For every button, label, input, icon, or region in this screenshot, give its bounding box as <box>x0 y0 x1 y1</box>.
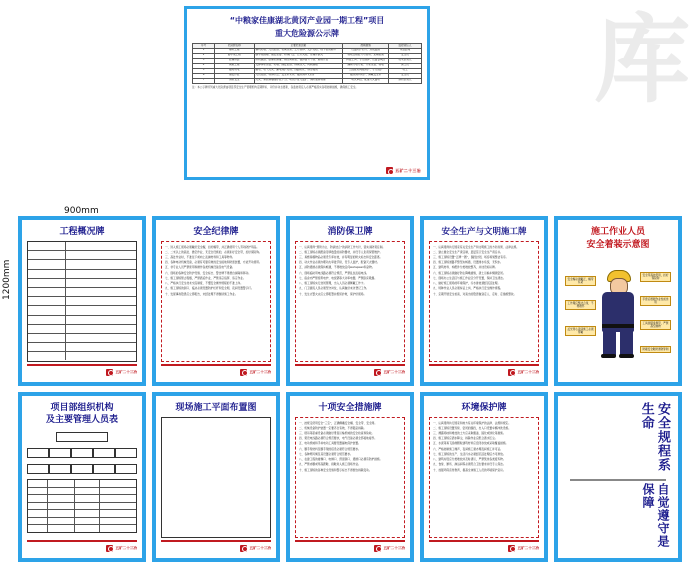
board-inner <box>22 220 142 382</box>
table-row <box>28 343 136 352</box>
table-row <box>28 288 136 297</box>
board-footer <box>295 542 405 554</box>
board-ten-measures <box>286 392 414 562</box>
cell-measures: 三级配电两级保护、专人维护 <box>343 68 389 73</box>
board-title: 工程概况牌 <box>59 227 105 237</box>
callout-tool-bag: 工具袋随身携带，严禁高空抛物 <box>640 320 671 330</box>
board-slogan <box>554 392 682 562</box>
hazard-col-index: 序号 <box>193 44 215 49</box>
slogan-photo-placeholder <box>570 479 666 481</box>
cell-owner: 项目经理 <box>389 48 422 53</box>
company-logo-text: 五矿二十三冶 <box>383 369 405 374</box>
cell-measures: 编制专项方案、专家论证、验收 <box>343 63 389 68</box>
org-node <box>115 448 137 458</box>
board-title: 现场施工平面布置图 <box>175 403 257 413</box>
board-footer <box>27 366 137 378</box>
table-row <box>28 352 136 360</box>
rule-line: 八、在建工程的楼梯口、电梯口、预留洞口、通道口必须有防护措施。 <box>299 457 383 462</box>
board-footer <box>161 366 271 378</box>
org-node <box>115 464 137 474</box>
rule-line: 三、塔吊等起重设备必须做好垂直运输机械的安全检查和验收。 <box>299 430 375 435</box>
board-fire-security <box>286 216 414 386</box>
rule-line: 九、施工现场的洞口、临边必须设置防护栏杆和安全网，夜间设置警示灯。 <box>165 286 254 291</box>
rule-line: 八、严格执行安全技术交底制度，不懂安全操作规程的不准上岗。 <box>165 281 243 286</box>
cell-measures: 持证上岗、专人指挥、设置警戒区 <box>343 58 389 63</box>
org-chart <box>27 429 137 538</box>
org-node-root <box>56 432 109 442</box>
rule-line: 十、定期开展安全检查，对查出的隐患做到定人、定时、定措施整改。 <box>433 291 517 296</box>
cell-factors: 吊物脱落、起重机倾覆、钢丝绳断裂、指挥信号不清、超载作业 <box>254 58 343 63</box>
rule-line: 七、施工现场禁止吸烟，严禁酒后作业，严禁违章指挥、违章作业。 <box>165 275 246 280</box>
board-inner <box>424 396 544 558</box>
rule-line: 三、高处作业时，不准往下或向上乱抛材料和工具等物件。 <box>165 254 235 259</box>
callout-helmet: 安全帽必须戴正，帽带系紧 <box>565 276 596 286</box>
cell-owner: 安全员 <box>389 53 422 58</box>
hazard-source-board <box>184 6 430 180</box>
rule-line: 九、严禁赤脚或穿高跟鞋、拖鞋进入施工现场作业。 <box>299 462 361 467</box>
table-row <box>28 503 136 511</box>
company-logo-text: 五矿二十三冶 <box>517 545 539 550</box>
org-node <box>93 464 115 474</box>
company-logo-icon <box>386 167 393 174</box>
site-layout-drawing-area <box>161 417 271 538</box>
org-level-2 <box>27 464 137 474</box>
leg-left-icon <box>603 330 616 356</box>
board-footer <box>429 366 539 378</box>
board-title: 安全纪律牌 <box>193 227 239 237</box>
table-row <box>28 242 136 251</box>
table-row <box>28 325 136 334</box>
hazard-table-body <box>193 48 422 83</box>
org-node <box>93 448 115 458</box>
worker-figure-area <box>563 254 673 378</box>
rule-line: 三、易燃易爆物品必须设专库存放，并有明显的防火标志和安全距离。 <box>299 254 383 259</box>
company-logo-icon <box>374 545 381 552</box>
rule-line: 八、施工现场实行封闭管理，出入人员必须佩戴工作卡。 <box>299 281 367 286</box>
staff-table <box>27 479 137 533</box>
cell-index: 5 <box>193 68 215 73</box>
rule-line: 九、食堂、厕所、淋浴间等必须符合卫生要求并设专人保洁。 <box>433 462 506 467</box>
company-logo <box>386 167 421 174</box>
org-node <box>27 448 49 458</box>
rule-line: 六、严格控制施工噪声，夜间施工须办理夜间施工许可证。 <box>433 446 503 451</box>
rule-line: 三、施工现场设置“五牌一图”，围挡封闭，场容场貌整洁有序。 <box>433 254 509 259</box>
cell-name: 高处作业 <box>215 73 254 78</box>
rules-box <box>295 417 405 538</box>
board-footer <box>27 542 137 554</box>
worker-figure-icon <box>596 270 640 356</box>
company-logo-icon <box>240 369 247 376</box>
board-title: 十项安全措施牌 <box>318 403 382 413</box>
rule-line: 一、认真贯彻执行国家有关安全生产和文明施工的方针政策、法律法规。 <box>433 244 519 249</box>
cell-factors: 脚手架倒塌、高处坠落、物体打击、立杆失稳、连墙件缺失 <box>254 53 343 58</box>
board-project-overview <box>18 216 146 386</box>
cell-index: 3 <box>193 58 215 63</box>
board-site-layout <box>152 392 280 562</box>
overview-table <box>27 241 137 362</box>
rule-line: 一、认真贯彻执行国家和地方有关环境保护的法律、法规和规定。 <box>433 420 511 425</box>
rule-line: 五、非专业人员严禁使用和操作各类机械设备及电气设备。 <box>165 265 235 270</box>
rule-line: 十、施工现场的各种安全设施和警示标志不得擅自拆除变动。 <box>299 467 372 472</box>
rule-line: 二、二米以上的高处、悬空作业，无安全设施的，必须系好安全带，扣好保险钩。 <box>165 249 262 254</box>
company-logo-icon <box>106 369 113 376</box>
company-logo-text: 五矿二十三冶 <box>395 167 421 173</box>
rule-line: 七、施工现场的生产、生活污水必须经沉淀处理后方可排放。 <box>433 451 506 456</box>
company-logo-text: 五矿二十三冶 <box>115 545 137 550</box>
slogan-left-text: 安全规程系生命 <box>638 402 670 472</box>
rule-line: 四、施工现场道路平整坚实畅通，设置排水系统，无积水。 <box>433 260 503 265</box>
company-logo-text: 五矿二十三冶 <box>517 369 539 374</box>
hazard-col-factors: 主要危害因素 <box>254 44 343 49</box>
table-row <box>28 495 136 503</box>
board-inner <box>156 396 276 558</box>
cell-name: 脚手架工程 <box>215 53 254 58</box>
org-node <box>71 464 93 474</box>
dimension-width-label: 900mm <box>64 206 99 216</box>
rule-line: 六、施工现场必须做好防尘降噪措施，渣土运输车辆须密闭。 <box>433 270 506 275</box>
cell-index: 7 <box>193 78 215 83</box>
cell-index: 2 <box>193 53 215 58</box>
callout-safety-belt: 安全带高挂低用，扣好保险钩 <box>640 272 671 282</box>
company-logo-icon <box>508 369 515 376</box>
hazard-table <box>192 43 422 84</box>
callout-vest: 反光背心夜间施工必须穿戴 <box>565 326 596 336</box>
hazard-board-title-line1: “中粮家佳康湖北黄冈产业园一期工程”项目 <box>229 16 385 25</box>
cell-owner: 消防负责人 <box>389 78 422 83</box>
table-row <box>28 297 136 306</box>
org-node <box>27 464 49 474</box>
table-row <box>193 78 422 83</box>
org-level-1 <box>27 448 137 458</box>
hazard-board-note: 注：本公示牌所列重大危险源由项目部安全生产管理机构定期辨识、评价并动态更新，各监控责任人必须严格落实各项控制措施，确保施工安全。 <box>192 85 358 89</box>
cell-measures: 临边洞口防护、佩戴安全带 <box>343 73 389 78</box>
board-safety-civilized <box>420 216 548 386</box>
safety-belt-icon <box>602 324 634 328</box>
watermark-main: 库 <box>594 4 694 116</box>
board-inner <box>558 220 678 382</box>
rule-line: 一、按规定使用安全“三宝”，正确佩戴安全帽、安全带、安全网。 <box>299 420 378 425</box>
rule-line: 八、建筑垃圾应分类堆放并及时清运，严禁焚烧各类废弃物。 <box>433 457 506 462</box>
company-logo-text: 五矿二十三冶 <box>383 545 405 550</box>
table-row <box>28 316 136 325</box>
rule-line: 五、建筑材料、构配件分类堆放整齐，并挂设标识牌。 <box>433 265 498 270</box>
shoe-left-icon <box>601 354 616 358</box>
board-footer <box>295 366 405 378</box>
org-node <box>71 448 93 458</box>
rule-line: 二、施工现场必须配备足够数量的消防器材，并设专人负责保管维护。 <box>299 249 383 254</box>
callout-workwear: 工作服应整洁合身，不得敞怀 <box>565 300 596 310</box>
rule-line: 十、加强环保宣传教育，提高全体施工人员的环境保护意识。 <box>433 467 506 472</box>
rule-line: 十、发生火警火灾应立即报警并组织扑救，保护好现场。 <box>299 291 367 296</box>
cell-owner: 施工员 <box>389 63 422 68</box>
board-inner <box>290 220 410 382</box>
hazard-board-title-line2: 重大危险源公示牌 <box>275 29 339 38</box>
board-inner <box>22 396 142 558</box>
company-logo-icon <box>240 545 247 552</box>
rule-line: 七、宿舍内严禁使用电炉、电饭锅等大功率电器，严禁卧床吸烟。 <box>299 275 377 280</box>
cell-factors: 基坑坍塌、人员坠落、机械伤害、土方滑移、支护失稳、地下管线破坏 <box>254 48 343 53</box>
rules-box <box>429 417 539 538</box>
rule-line: 四、动火作业必须办理动火审批手续，设专人监护，配备灭火器材。 <box>299 260 380 265</box>
cell-factors: 火灾、易燃易爆品存放不当、动火作业无监护、消防通道堵塞 <box>254 78 343 83</box>
company-logo-text: 五矿二十三冶 <box>249 369 271 374</box>
table-row <box>28 488 136 496</box>
cell-measures: 验收合格后方可使用、定期检查 <box>343 53 389 58</box>
board-footer <box>161 542 271 554</box>
rules-box <box>295 241 405 362</box>
cell-name: 起重吊装 <box>215 58 254 63</box>
board-inner <box>290 396 410 558</box>
board-org-structure <box>18 392 146 562</box>
company-logo-icon <box>508 545 515 552</box>
rule-line: 五、消防通道必须保持畅通，不得堆放任何материал和杂物。 <box>299 265 375 270</box>
board-title: 环境保护牌 <box>461 403 507 413</box>
cell-factors: 触电、电气火灾、漏电保护失效、线路老化、违章接线 <box>254 68 343 73</box>
table-row <box>28 279 136 288</box>
rule-line: 四、各种电动机械设备，必须有可靠有效的安全接地和防雷装置，方能开动使用。 <box>165 260 262 265</box>
table-row <box>28 260 136 269</box>
rule-line: 六、现场临时用电线路必须符合规范，严禁乱拉乱接电线。 <box>299 270 369 275</box>
hazard-board-inner <box>187 9 427 177</box>
shoe-right-icon <box>619 354 634 358</box>
board-ppe-diagram <box>554 216 682 386</box>
company-logo-text: 五矿二十三冶 <box>249 545 271 550</box>
hazard-col-measures: 控制措施 <box>343 44 389 49</box>
rule-line: 四、架设电线路必须符合规范要求，电气设备必须全部接地接零。 <box>299 436 377 441</box>
rule-line: 四、施工现场应洒水降尘，拆除作业应配合洒水压尘。 <box>433 436 498 441</box>
rule-line: 九、门卫值班人员必须坚守岗位，认真做好来访登记工作。 <box>299 286 369 291</box>
table-row <box>28 334 136 343</box>
board-title-line1: 项目部组织机构 <box>50 403 114 413</box>
cell-owner: 电工 <box>389 68 422 73</box>
board-inner <box>156 220 276 382</box>
cell-name: 模板工程 <box>215 63 254 68</box>
cell-index: 4 <box>193 63 215 68</box>
rule-line: 五、电动机械和手持电动工具要设置漏电保护装置。 <box>299 441 361 446</box>
cell-name: 基坑工程 <box>215 48 254 53</box>
board-safety-discipline <box>152 216 280 386</box>
callout-gloves: 手套应根据作业性质选用 <box>640 296 671 306</box>
cell-owner: 安全员 <box>389 73 422 78</box>
board-title-line2: 安全着装示意图 <box>586 240 650 250</box>
board-title: 消防保卫牌 <box>327 227 373 237</box>
table-row <box>28 480 136 488</box>
slogan-right-text: 自觉遵守是保障 <box>641 482 670 548</box>
rule-line: 五、水泥等易飞扬细颗粒建筑材料应密闭存放或采取覆盖措施。 <box>433 441 509 446</box>
cell-owner: 技术负责人 <box>389 58 422 63</box>
cell-factors: 支撑体系失稳、坍塌、高处坠落、拆模伤人、荷载超限 <box>254 63 343 68</box>
rules-box <box>429 241 539 362</box>
leg-right-icon <box>620 330 633 356</box>
table-row <box>28 525 136 532</box>
company-logo-icon <box>106 545 113 552</box>
rule-line: 二、建立健全安全生产责任制，层层签订安全生产责任书。 <box>433 249 503 254</box>
rules-box <box>161 241 271 362</box>
rule-line: 三、裸露场地和堆放的土方应采取覆盖、固化或绿化等措施。 <box>433 430 506 435</box>
board-title-line1: 施工作业人员 <box>590 227 645 237</box>
dimension-height-label: 1200mm <box>2 259 12 300</box>
board-inner <box>424 220 544 382</box>
org-node <box>49 464 71 474</box>
rule-line: 二、施工现场设置连续、密闭的围挡，出入口设置车辆冲洗设施。 <box>433 425 511 430</box>
table-row <box>28 270 136 279</box>
board-grid <box>18 216 682 562</box>
rule-line: 八、做好施工现场的环境保护，污水排放须经沉淀处理。 <box>433 281 501 286</box>
table-row <box>28 306 136 315</box>
rule-line: 十、发现事故隐患应立即报告，未经处理不得继续施工作业。 <box>165 291 238 296</box>
rule-line: 一、进入施工现场必须戴好安全帽，扣好帽带，并正确使用个人劳动防护用品。 <box>165 244 260 249</box>
table-row <box>28 251 136 260</box>
company-logo-icon <box>374 369 381 376</box>
rule-line: 六、脚手架材料及脚手架的搭设必须符合规范要求。 <box>299 446 361 451</box>
rule-line: 一、认真贯彻“预防为主、防消结合”的消防工作方针，落实消防责任制。 <box>299 244 386 249</box>
cell-name: 消防安全 <box>215 78 254 83</box>
board-inner <box>558 396 678 558</box>
rule-line: 六、现场的各种安全防护设施、安全标志、警告牌不得擅自拆除和移动。 <box>165 270 251 275</box>
board-footer <box>429 542 539 554</box>
board-title-line2: 及主要管理人员表 <box>45 415 118 425</box>
cell-index: 1 <box>193 48 215 53</box>
cell-factors: 人员坠落、物体打击、安全带未系、临边洞口无防护 <box>254 73 343 78</box>
cell-measures: 动火审批、配备灭火器材 <box>343 78 389 83</box>
rule-line: 七、各种缆风绳及其设置必须符合规范要求。 <box>299 451 353 456</box>
rule-line: 二、机械设备防护装置一定要齐全有效，不得随意拆除。 <box>299 425 367 430</box>
company-logo-text: 五矿二十三冶 <box>115 369 137 374</box>
table-row <box>28 510 136 518</box>
org-node <box>49 448 71 458</box>
board-environment-protection <box>420 392 548 562</box>
callout-safety-shoes: 防砸安全鞋防滑防穿刺 <box>640 346 671 353</box>
rule-line: 九、特种作业人员必须持证上岗，严格执行安全操作规程。 <box>433 286 503 291</box>
hazard-col-name: 危险源名称 <box>215 44 254 49</box>
cell-index: 6 <box>193 73 215 78</box>
table-row <box>28 518 136 526</box>
hazard-col-owner: 监控责任人 <box>389 44 422 49</box>
cell-name: 临时用电 <box>215 68 254 73</box>
cell-measures: 设置防护栏杆、边坡监测 <box>343 48 389 53</box>
rule-line: 七、现场办公生活区与施工作业区分开设置，保持卫生清洁。 <box>433 275 506 280</box>
board-title: 安全生产与文明施工牌 <box>441 227 527 237</box>
